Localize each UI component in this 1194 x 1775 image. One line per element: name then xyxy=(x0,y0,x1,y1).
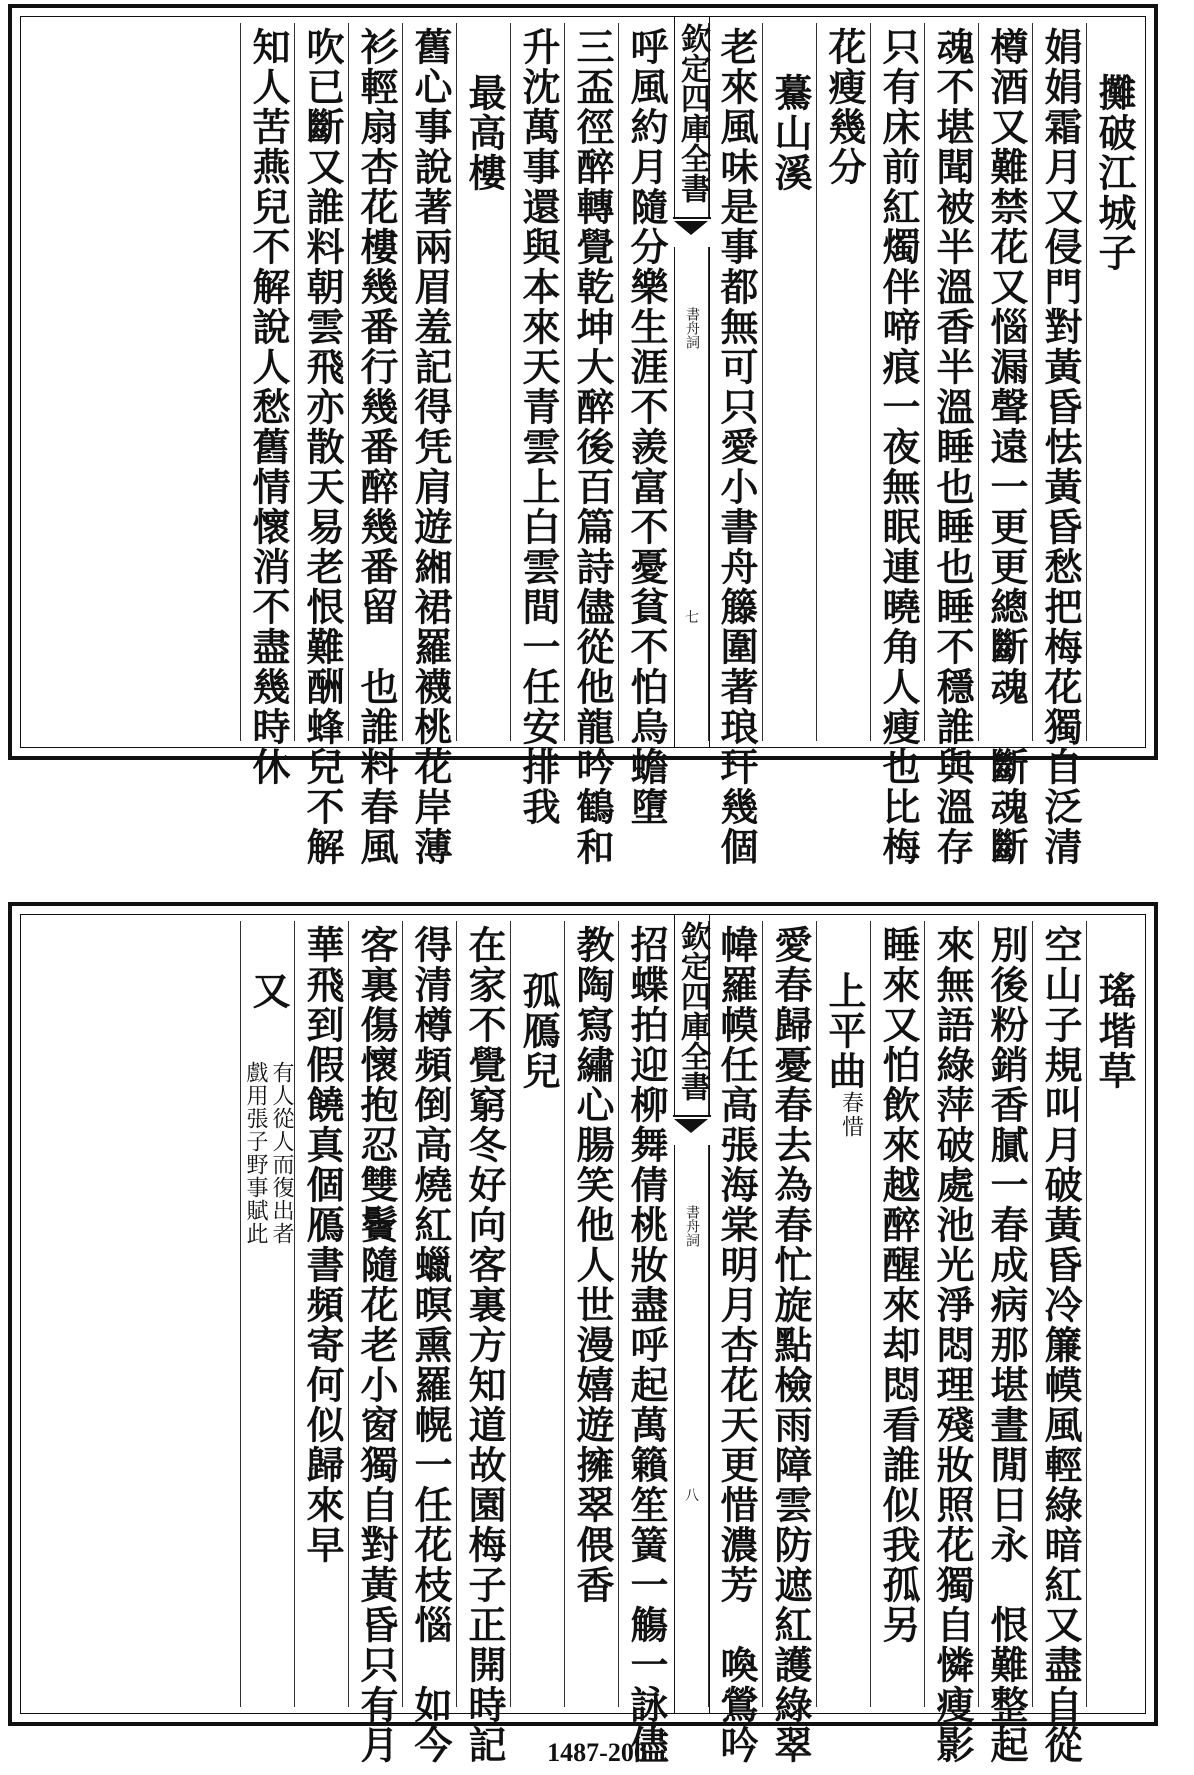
text-frame xyxy=(20,16,1146,867)
text-column xyxy=(1032,23,1087,867)
text-column xyxy=(816,23,871,741)
text-column xyxy=(870,23,925,867)
leaf-number: 七 xyxy=(685,610,699,626)
verse-text: 呼風約月隨分樂生涯不羨富不憂貧不怕烏蟾墮 xyxy=(624,27,669,827)
center-gutter xyxy=(674,17,710,747)
text-column xyxy=(402,23,457,867)
verse-text: 在家不覺窮冬好向客裏方知道故園梅子正開時記 xyxy=(462,925,507,1765)
text-column xyxy=(870,921,925,1707)
verse-text: 招蝶拍迎柳舞倩桃妝盡呼起萬籟笙簧一觴一詠儘 xyxy=(624,925,669,1765)
verse-text: 只有床前紅燭伴啼痕一夜無眠連曉角人瘦也比梅 xyxy=(876,27,921,867)
text-column xyxy=(240,23,295,787)
fish-tail-mark-icon xyxy=(673,1115,711,1145)
poem-title: 瑤堦草 xyxy=(1092,971,1137,1091)
text-column xyxy=(924,23,979,867)
poem-title-column xyxy=(1086,921,1141,1707)
verse-text: 得清樽頻倒高燒紅蠟暝熏羅幌一任花枝惱 如今 xyxy=(408,925,453,1765)
text-column xyxy=(924,921,979,1765)
category-label: 書舟詞 xyxy=(684,1205,700,1247)
text-column xyxy=(564,921,619,1707)
verse-text: 客裏傷懷抱忍雙鬢隨花老小窗獨自對黃昏只有月 xyxy=(354,925,399,1765)
poem-title: 攤破江城子 xyxy=(1092,73,1137,273)
text-column xyxy=(708,23,763,867)
poem-title: 驀山溪 xyxy=(768,73,813,193)
text-column xyxy=(456,921,511,1765)
verse-text: 衫輕扇杏花樓幾番行幾番醉幾番留 也誰料春風 xyxy=(354,27,399,867)
verse-text: 幃羅幙任高張海棠明月杏花天更惜濃芳 喚鶯吟 xyxy=(714,925,759,1765)
text-column xyxy=(618,921,673,1765)
text-column xyxy=(294,23,349,867)
poem-title: 上平曲 xyxy=(822,971,867,1091)
verse-text: 樽酒又難禁花又惱漏聲遠一更更總斷魂 斷魂斷 xyxy=(984,27,1029,867)
verse-text: 知人苦燕兒不解說人愁舊情懷消不盡幾時休 xyxy=(246,27,291,787)
verse-text: 教陶寫繡心腸笑他人世漫嬉遊擁翠偎香 xyxy=(570,925,615,1605)
leaf-number: 八 xyxy=(685,1488,699,1504)
poem-title-column xyxy=(240,921,295,1707)
text-column xyxy=(708,921,763,1765)
text-column xyxy=(1032,921,1087,1765)
fish-tail-mark-icon xyxy=(673,217,711,247)
verse-text: 三盃徑醉轉覺乾坤大醉後百篇詩儘從他龍吟鶴和 xyxy=(570,27,615,867)
annotation-line: 戲用張子野事賦此 xyxy=(243,1061,268,1245)
poem-title-column xyxy=(816,921,871,1707)
verse-text: 老來風味是事都無可只愛小書舟籐圍著琅玕幾個 xyxy=(714,27,759,867)
page-footer-number: 1487-200 xyxy=(547,1738,647,1767)
book-title: 欽定四庫全書 xyxy=(675,23,710,203)
verse-text: 吹已斷又誰料朝雲飛亦散天易老恨難酬蜂兒不解 xyxy=(300,27,345,867)
verse-text: 升沈萬事還與本來天青雲上白雲間一任安排我 xyxy=(516,27,561,827)
text-column xyxy=(978,921,1033,1765)
verse-text: 魂不堪聞被半溫香半溫睡也睡也睡不穩誰與溫存 xyxy=(930,27,975,867)
annotation-line: 有人從人而復出者 xyxy=(269,1061,294,1245)
text-column xyxy=(348,23,403,867)
text-column xyxy=(618,23,673,827)
text-column xyxy=(510,23,565,827)
verse-text: 華飛到假饒真個鴈書頻寄何似歸來早 xyxy=(300,925,345,1565)
verse-text: 睡來又怕飲來越醉醒來却悶看誰似我孤另 xyxy=(876,925,921,1645)
annotation-note xyxy=(244,1061,292,1245)
text-column xyxy=(978,23,1033,867)
poem-subtitle: 春惜 xyxy=(838,1091,864,1139)
verse-text: 別後粉銷香膩一春成病那堪晝閒日永 恨難整起 xyxy=(984,925,1029,1765)
poem-title: 孤鴈兒 xyxy=(516,971,561,1091)
poem-title: 又 xyxy=(246,971,291,1011)
verse-text: 來無語綠萍破處池光淨悶理殘妝照花獨自憐瘦影 xyxy=(930,925,975,1765)
verse-text: 空山子規叫月破黃昏冷簾幙風輕綠暗紅又盡自從 xyxy=(1038,925,1083,1765)
verse-text: 舊心事說著兩眉羞記得凭肩遊緗裙羅襪桃花岸薄 xyxy=(408,27,453,867)
text-column xyxy=(402,921,457,1765)
book-title: 欽定四庫全書 xyxy=(675,921,710,1101)
poem-title-column xyxy=(762,23,817,741)
text-column xyxy=(294,921,349,1707)
text-column xyxy=(348,921,403,1765)
verse-text: 花瘦幾分 xyxy=(822,27,867,187)
text-column xyxy=(762,921,817,1765)
poem-title: 最高樓 xyxy=(462,73,507,193)
center-gutter xyxy=(674,915,710,1713)
page-top xyxy=(8,4,1158,867)
poem-title-column xyxy=(456,23,511,741)
category-label: 書舟詞 xyxy=(684,307,700,349)
verse-text: 愛春歸憂春去為春忙旋點檢雨障雲防遮紅護綠翠 xyxy=(768,925,813,1765)
poem-title-column xyxy=(1086,23,1141,741)
text-column xyxy=(564,23,619,867)
poem-title-column xyxy=(510,921,565,1707)
verse-text: 娟娟霜月又侵門對黃昏怯黃昏愁把梅花獨自泛清 xyxy=(1038,27,1083,867)
